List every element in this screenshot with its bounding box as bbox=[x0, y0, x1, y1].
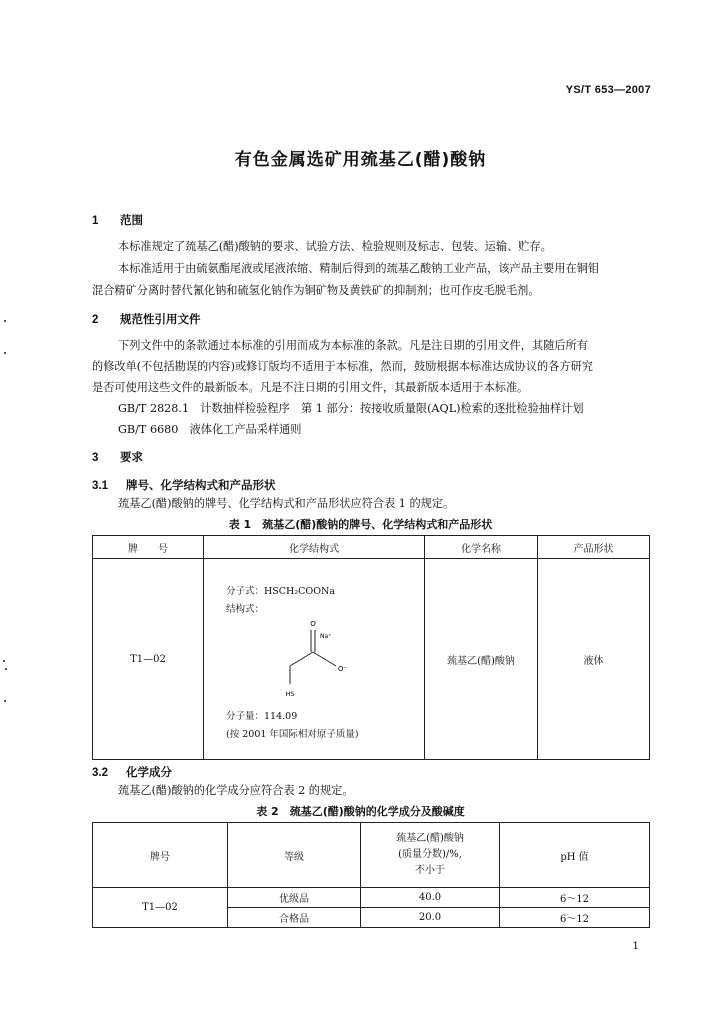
molecular-weight: 分子量：114.09 bbox=[226, 711, 298, 722]
table-2-content-cell: 40.0 bbox=[361, 888, 500, 908]
section-3-1-para: 巯基乙(醋)酸钠的牌号、化学结构式和产品形状应符合表 1 的规定。 bbox=[118, 497, 455, 510]
table-2-level-cell: 合格品 bbox=[228, 908, 361, 928]
table-1-header-name: 化学名称 bbox=[425, 536, 538, 559]
section-2-heading: 2 规范性引用文件 bbox=[92, 312, 201, 326]
table-1-shape-cell: 液体 bbox=[538, 559, 650, 760]
scan-mark bbox=[5, 668, 7, 670]
section-1-para-1: 本标准规定了巯基乙(醋)酸钠的要求、试验方法、检验规则及标志、包装、运输、贮存。 bbox=[118, 240, 552, 253]
structure-label: 结构式： bbox=[226, 604, 265, 615]
page-number: 1 bbox=[632, 940, 639, 952]
table-1-header-grade: 牌 号 bbox=[93, 536, 204, 559]
table-1 bbox=[92, 535, 650, 760]
section-3-heading: 3 要求 bbox=[92, 450, 143, 464]
table-2-ph-cell: 6～12 bbox=[500, 888, 650, 908]
atom-oxygen: O bbox=[310, 620, 316, 628]
section-1-heading: 1 范围 bbox=[92, 213, 143, 227]
table-2-header-ph: pH 值 bbox=[500, 823, 650, 888]
structural-formula-diagram bbox=[264, 614, 374, 714]
table-2-grade-cell: T1—02 bbox=[93, 888, 228, 928]
standard-code: YS/T 653—2007 bbox=[565, 84, 651, 96]
table-2-header-grade: 牌号 bbox=[93, 823, 228, 888]
page-title: 有色金属选矿用巯基乙(醋)酸钠 bbox=[234, 150, 487, 170]
section-2-para-b: 的修改单(不包括勘误的内容)或修订版均不适用于本标准，然而，鼓励根据本标准达成协议的各方研究 bbox=[92, 360, 593, 373]
section-1-para-2b: 混合精矿分离时替代氰化钠和硫氢化钠作为铜矿物及黄铁矿的抑制剂；也可作皮毛脱毛剂。 bbox=[92, 284, 540, 297]
table-2-content-cell: 20.0 bbox=[361, 908, 500, 928]
section-1-para-2a: 本标准适用于由硫氨酯尾液或尾液浓缩、精制后得到的巯基乙酸钠工业产品，该产品主要用在铜钼 bbox=[118, 262, 600, 275]
section-3-2-para: 巯基乙(醋)酸钠的化学成分应符合表 2 的规定。 bbox=[118, 784, 354, 797]
section-3-2-heading: 3.2 化学成分 bbox=[92, 765, 172, 779]
section-2-para-a: 下列文件中的条款通过本标准的引用而成为本标准的条款。凡是注日期的引用文件，其随后所有 bbox=[118, 339, 588, 352]
reference-gbt6680: GB/T 6680 液体化工产品采样通则 bbox=[118, 423, 302, 436]
table-1-header-structure: 化学结构式 bbox=[204, 536, 425, 559]
table-1-grade-cell: T1—02 bbox=[93, 559, 204, 760]
scan-mark bbox=[4, 352, 6, 354]
table-1-name-cell: 巯基乙(醋)酸钠 bbox=[425, 559, 538, 760]
section-3-1-heading: 3.1 牌号、化学结构式和产品形状 bbox=[92, 478, 276, 492]
atom-oxide: O⁻ bbox=[338, 665, 348, 673]
table-2 bbox=[92, 822, 650, 928]
table-2-ph-cell: 6～12 bbox=[500, 908, 650, 928]
scan-mark bbox=[3, 660, 5, 662]
atom-sodium: Na⁺ bbox=[320, 633, 332, 640]
table-1-header-shape: 产品形状 bbox=[538, 536, 650, 559]
table-1-structure-cell bbox=[204, 559, 425, 760]
molecular-weight-note: (按 2001 年国际相对原子质量) bbox=[226, 729, 359, 740]
table-2-level-cell: 优级品 bbox=[228, 888, 361, 908]
table-2-header-content: 巯基乙(醋)酸钠 (质量分数)/%, 不小于 bbox=[361, 823, 500, 888]
table-2-caption: 表 2 巯基乙(醋)酸钠的化学成分及酸碱度 bbox=[256, 805, 465, 818]
section-2-para-c: 是否可使用这些文件的最新版本。凡是不注日期的引用文件，其最新版本适用于本标准。 bbox=[92, 381, 529, 394]
scan-mark bbox=[4, 700, 6, 702]
scan-mark bbox=[4, 320, 6, 322]
molecular-formula: 分子式：HSCH₂COONa bbox=[226, 586, 335, 597]
table-1-caption: 表 1 巯基乙(醋)酸钠的牌号、化学结构式和产品形状 bbox=[228, 518, 493, 531]
atom-thiol: HS bbox=[285, 690, 295, 698]
table-2-header-level: 等级 bbox=[228, 823, 361, 888]
reference-gbt2828: GB/T 2828.1 计数抽样检验程序 第 1 部分：按接收质量限(AQL)检索的逐批检验抽样计划 bbox=[118, 402, 584, 415]
